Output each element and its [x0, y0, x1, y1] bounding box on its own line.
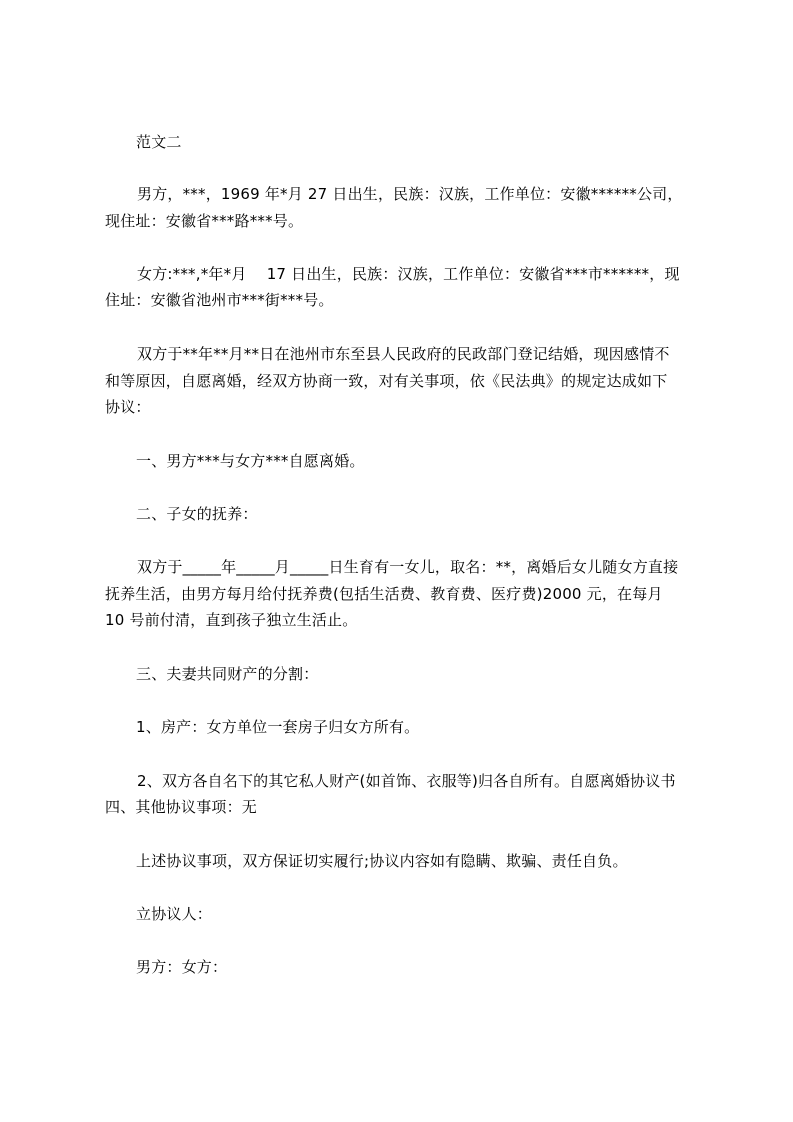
child-line-2: 抚养生活，由男方每月给付抚养费(包括生活费、教育费、医疗费)2000 元，在每月: [105, 585, 663, 603]
property-item-2-line-2: 四、其他协议事项：无: [105, 798, 258, 816]
intro-line-3: 协议：: [105, 398, 151, 416]
child-line-1: 双方于_____年_____月_____日生育有一女儿，取名：**，离婚后女儿随女方直接: [137, 558, 679, 576]
clause-3-heading: 三、夫妻共同财产的分割：: [136, 665, 319, 683]
document-heading: 范文二: [136, 133, 182, 151]
male-info-line-1: 男方，***，1969 年*月 27 日出生，民族：汉族，工作单位：安徽******公司，: [137, 185, 683, 203]
male-info-line-2: 现住址：安徽省***路***号。: [105, 212, 304, 230]
property-item-2-line-1: 2、双方各自名下的其它私人财产(如首饰、衣服等)归各自所有。自愿离婚协议书: [137, 772, 676, 790]
intro-line-1: 双方于**年**月**日在池州市东至县人民政府的民政部门登记结婚，现因感情不: [137, 345, 670, 363]
child-line-3: 10 号前付清，直到孩子独立生活止。: [105, 611, 358, 629]
clause-1: 一、男方***与女方***自愿离婚。: [136, 452, 365, 470]
guarantee-text: 上述协议事项，双方保证切实履行;协议内容如有隐瞒、欺骗、责任自负。: [136, 852, 628, 870]
female-info-line-1: 女方:***,*年*月 17 日出生，民族：汉族，工作单位：安徽省***市******，现: [137, 265, 680, 283]
clause-2-heading: 二、子女的抚养：: [136, 505, 258, 523]
female-info-line-2: 住址：安徽省池州市***街***号。: [105, 291, 334, 309]
signers-label: 立协议人：: [136, 905, 213, 923]
property-item-1: 1、房产：女方单位一套房子归女方所有。: [136, 718, 420, 736]
signers-line: 男方：女方：: [136, 958, 228, 976]
intro-line-2: 和等原因，自愿离婚，经双方协商一致，对有关事项，依《民法典》的规定达成如下: [105, 372, 668, 390]
